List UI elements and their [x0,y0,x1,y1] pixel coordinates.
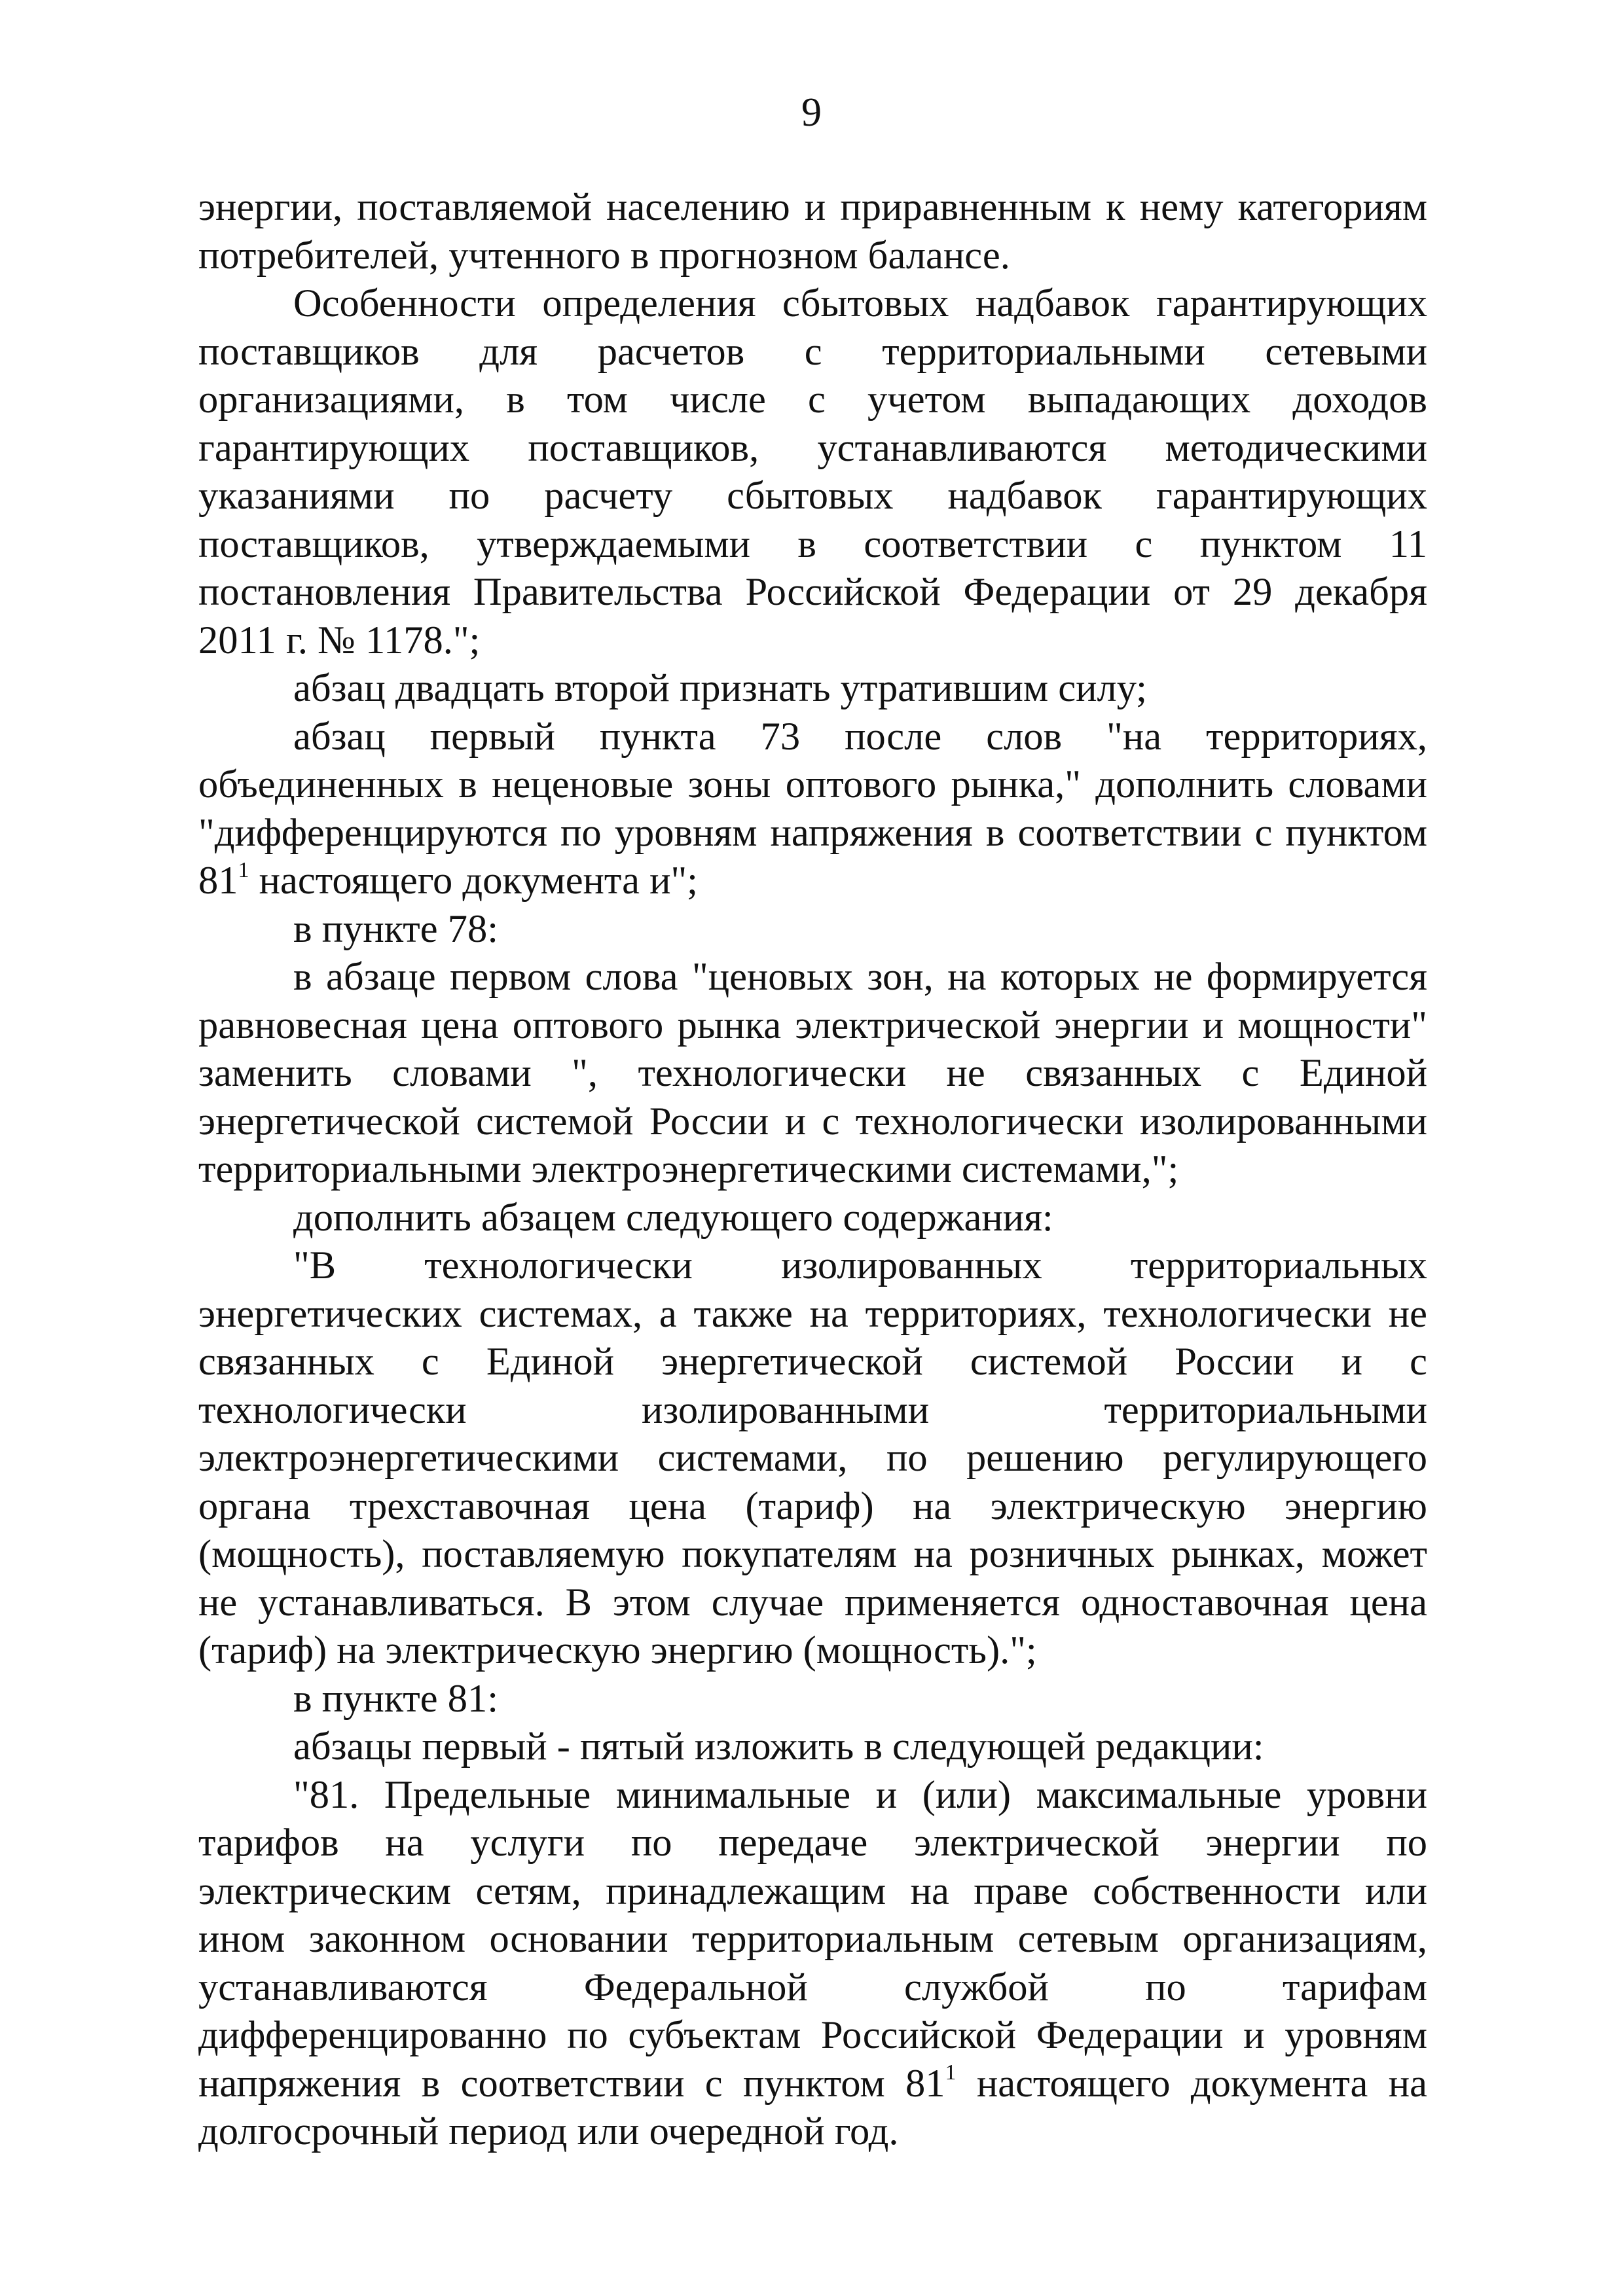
paragraph-point-81-heading [198,1675,1427,1723]
superscript: 1 [945,2060,957,2085]
paragraph-text: в пункте 78: [293,906,499,951]
superscript: 1 [238,857,249,882]
paragraph-balance-continuation [198,183,1427,279]
paragraph-point-81-edit [198,1723,1427,1771]
paragraph-point-78-first [198,953,1427,1194]
paragraph-text: в пункте 81: [293,1676,499,1721]
paragraph-add-abzac [198,1194,1427,1242]
paragraph-point-73 [198,713,1427,905]
paragraph-text: дополнить абзацем следующего содержания: [293,1195,1053,1240]
paragraph-text: в абзаце первом слова "ценовых зон, на которых не формируется равновесная цена оптового рынка электрической энергии и мощности" заменить словами ", технологически не связанных с Единой энергетической системой России и с технологически изолированными территориальными электроэнергетическими системами,"; [198,955,1427,1191]
paragraph-text: энергии, поставляемой населению и приравненным к нему категориям потребителей, учтенного в прогнозном балансе. [198,185,1427,278]
paragraph-text: "81. Предельные минимальные и (или) максимальные уровни тарифов на услуги по передаче электрической энергии по электрическим сетям, принадлежащим на праве собственности или ином законном основании территориальным сетевым организациям, устанавливаются Федеральной службой по тарифам дифференцированно по субъектам Российской Федерации и уровням напряжения в соответствии с пунктом 81 [198,1772,1427,2106]
paragraph-abzac-22 [198,664,1427,713]
paragraph-text-after: настоящего документа и"; [249,859,698,903]
paragraph-point-81-text [198,1771,1427,2156]
paragraph-text: "В технологически изолированных территориальных энергетических системах, а также на территориях, технологически не связанных с Единой энергетической системой России и с технологически изолированными территориальными электроэнергетическими системами, по решению регулирующего органа трехставочная цена (тариф) на электрическую энергию (мощность), поставляемую покупателям на розничных рынках, может не устанавливаться. В этом случае применяется одноставочная цена (тариф) на электрическую энергию (мощность)."; [198,1244,1427,1672]
document-body [198,183,1427,2156]
paragraph-text: абзац двадцать второй признать утратившим силу; [293,666,1147,710]
paragraph-text: абзацы первый - пятый изложить в следующей редакции: [293,1725,1264,1768]
page-number: 9 [801,90,822,135]
paragraph-text-after: настоящего документа на долгосрочный период или очередной год. [198,2061,1427,2153]
paragraph-point-78-heading [198,905,1427,954]
paragraph-text: абзац первый пункта 73 после слов "на территориях, объединенных в неценовые зоны оптового рынка," дополнить словами "дифференцируются по уровням напряжения в соответствии с пунктом 81 [198,714,1427,903]
paragraph-text: Особенности определения сбытовых надбавок гарантирующих поставщиков для расчетов с территориальными сетевыми организациями, в том числе с учетом выпадающих доходов гарантирующих поставщиков, устанавливаются методическими указаниями по расчету сбытовых надбавок гарантирующих поставщиков, утверждаемыми в соответствии с пунктом 11 постановления Правительства Российской Федерации от 29 декабря 2011 г. № 1178."; [198,281,1427,662]
paragraph-sales-markups [198,279,1427,664]
paragraph-isolated-systems [198,1242,1427,1675]
